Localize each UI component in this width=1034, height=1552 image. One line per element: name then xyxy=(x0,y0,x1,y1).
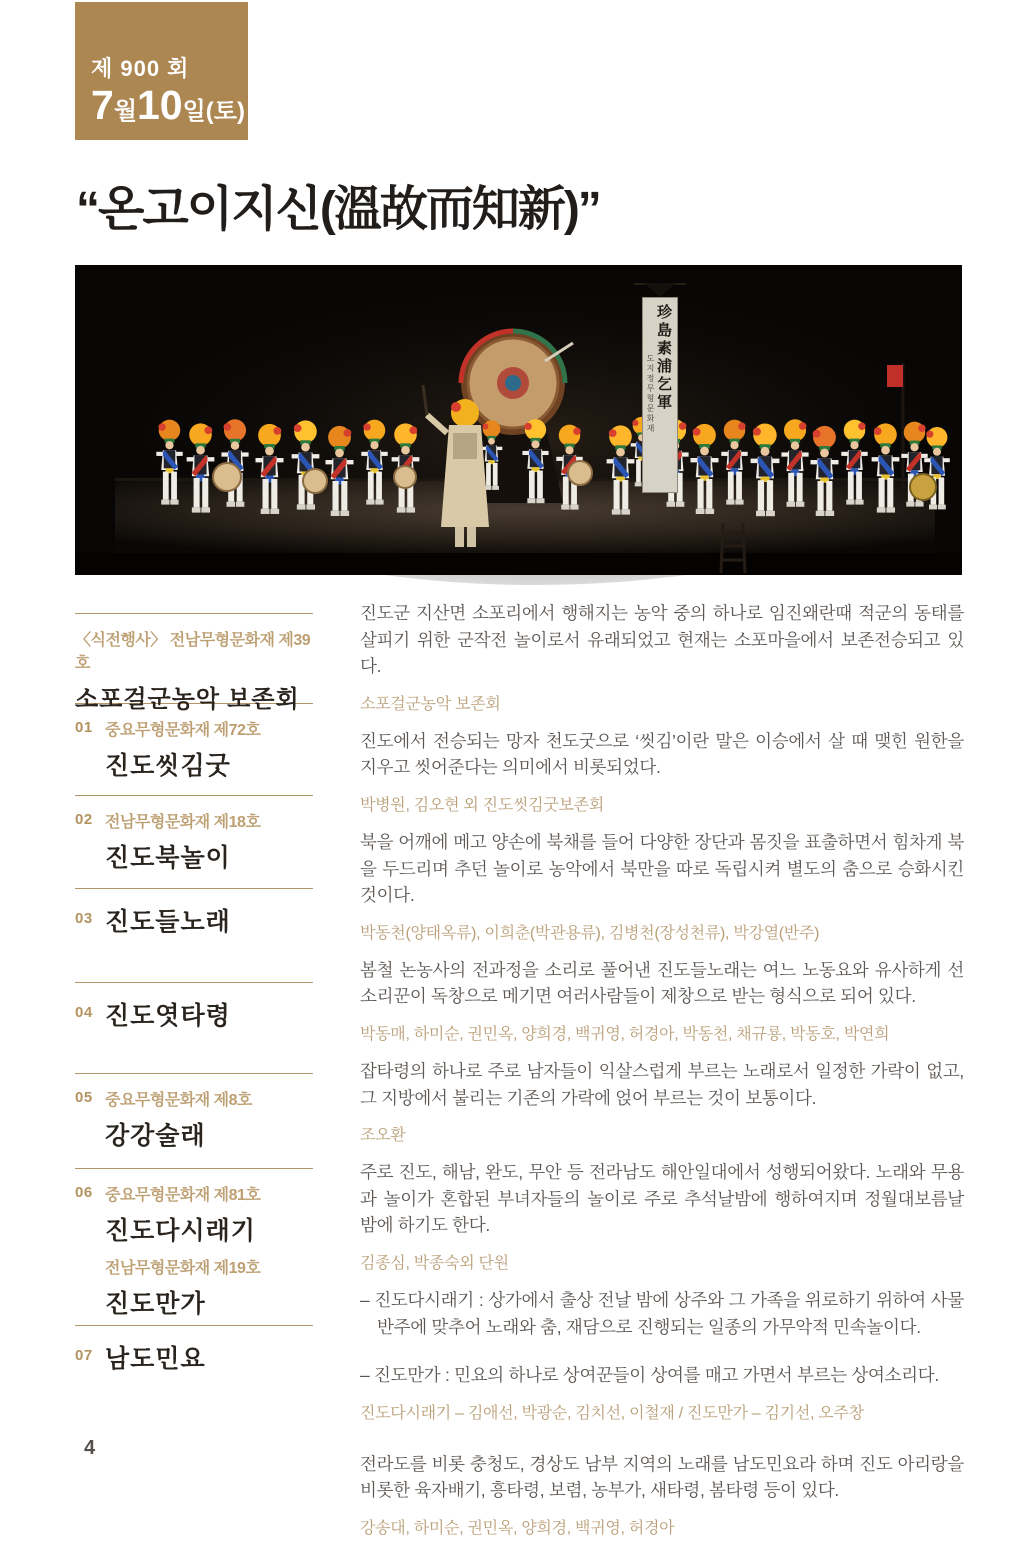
item-number: 04 xyxy=(75,1004,93,1021)
item-number: 02 xyxy=(75,811,93,828)
description-paragraph: 전라도를 비롯 충청도, 경상도 남부 지역의 노래를 남도민요라 하며 진도 아리랑을 비롯한 육자배기, 흥타령, 보렴, 농부가, 새타령, 봄타령 등이 있다. xyxy=(360,1453,964,1501)
description-paragraph: – 진도만가 : 민요의 하나로 상여꾼들이 상여를 매고 가면서 부르는 상여소리다. xyxy=(360,1365,939,1386)
date-day-num: 10 xyxy=(137,82,183,128)
list-item xyxy=(75,795,313,888)
program-title: 강강술래 xyxy=(105,1123,206,1150)
descriptions-column xyxy=(360,600,964,1552)
item-number: 05 xyxy=(75,1089,93,1106)
item-number: 07 xyxy=(75,1347,93,1364)
description-paragraph: 진도에서 전승되는 망자 천도굿으로 ‘씻김’이란 말은 이승에서 살 때 맺힌 원한을 지우고 씻어준다는 의미에서 비롯되었다. xyxy=(360,730,964,778)
heritage-label: 중요무형문화재 제81호 xyxy=(105,1187,261,1204)
date-month-unit: 월 xyxy=(113,98,137,125)
list-item xyxy=(75,1325,313,1400)
performers-credit: 소포걸군농악 보존회 xyxy=(360,695,501,713)
banner-illustration xyxy=(638,283,682,495)
list-item xyxy=(75,1073,313,1168)
item-number: 01 xyxy=(75,719,93,736)
program-title: 진도다시래기 xyxy=(105,1218,256,1245)
banner-calligraphy: 珍島素浦乞軍 xyxy=(655,304,671,412)
performers-credit: 조오환 xyxy=(360,1127,406,1145)
performers-credit: 박동천(양태옥류), 이희춘(박관용류), 김병천(장성천류), 박강열(반주) xyxy=(360,924,820,942)
performers-credit: 강송대, 하미순, 권민옥, 양희경, 백귀영, 허경아 xyxy=(360,1519,675,1537)
list-item xyxy=(75,613,313,713)
description-paragraph: 봄철 논농사의 전과정을 소리로 풀어낸 진도들노래는 여느 노동요와 유사하게 선소리꾼이 독창으로 메기면 여러사람들이 제창으로 받는 형식으로 되어 있다. xyxy=(360,959,964,1007)
program-title: 진도엿타령 xyxy=(105,1003,231,1030)
performers-credit: 박동매, 하미순, 권민옥, 양희경, 백귀영, 허경아, 박동천, 채규룡, 박동호, 박연희 xyxy=(360,1025,890,1043)
description-paragraph: 잡타령의 하나로 주로 남자들이 익살스럽게 부르는 노래로서 일정한 가락이 없고, 그 지방에서 불리는 기존의 가락에 얹어 부르는 것이 보통이다. xyxy=(360,1060,964,1108)
heritage-label: 〈식전행사〉 전남무형문화재 제39호 xyxy=(75,632,311,672)
stage-illustration xyxy=(75,265,962,575)
list-item xyxy=(75,888,313,982)
heritage-label: 중요무형문화재 제72호 xyxy=(105,722,261,739)
item-number: 03 xyxy=(75,910,93,927)
program-list xyxy=(75,613,313,1400)
banner-cloth xyxy=(642,297,678,493)
item-number: 06 xyxy=(75,1184,93,1201)
performers-credit: 김종심, 박종숙외 단원 xyxy=(360,1254,509,1272)
list-item xyxy=(75,1168,313,1325)
description-paragraph: – 진도다시래기 : 상가에서 출상 전날 밤에 상주와 그 가족을 위로하기 위하여 사물 반주에 맞추어 노래와 춤, 재담으로 진행되는 일종의 가무악적 민속놀이다. xyxy=(360,1289,964,1337)
heritage-label: 전남무형문화재 제19호 xyxy=(105,1260,261,1277)
performance-photo xyxy=(75,265,962,575)
program-title: 소포걸군농악 보존회 xyxy=(75,687,300,713)
program-title: 진도북놀이 xyxy=(105,845,231,872)
heritage-label: 중요무형문화재 제8호 xyxy=(105,1092,252,1109)
banner-top-triangle xyxy=(644,283,676,297)
list-item xyxy=(75,703,313,795)
description-paragraph: 진도군 지산면 소포리에서 행해지는 농악 중의 하나로 임진왜란때 적군의 동태를 살피기 위한 군작전 놀이로서 유래되었고 현재는 소포마을에서 보존전승되고 있다. xyxy=(360,603,964,677)
date-month-num: 7 xyxy=(91,82,114,128)
date-day-unit: 일(토) xyxy=(182,98,245,125)
program-title: 진도만가 xyxy=(105,1291,206,1318)
session-badge xyxy=(75,2,248,140)
page-number: 4 xyxy=(84,1437,96,1459)
list-item xyxy=(75,982,313,1073)
program-title: 남도민요 xyxy=(105,1346,206,1373)
performers-credit: 박병원, 김오현 외 진도씻김굿보존회 xyxy=(360,796,604,814)
session-number: 제 900 회 xyxy=(91,56,190,81)
program-title: 진도들노래 xyxy=(105,909,231,936)
description-paragraph: 주로 진도, 해남, 완도, 무안 등 전라남도 해안일대에서 성행되어왔다. 노래와 무용과 놀이가 혼합된 부녀자들의 놀이로 주로 추석날밤에 행하여지며 정월대보름날 밤에 하기도 한다. xyxy=(360,1162,964,1236)
session-date xyxy=(91,82,248,128)
description-paragraph: 북을 어깨에 메고 양손에 북채를 들어 다양한 장단과 몸짓을 표출하면서 힘차게 북을 두드리며 추던 놀이로 농악에서 북만을 따로 독립시켜 별도의 춤으로 승화시킨 것이다. xyxy=(360,831,964,906)
banner-side-text: 도지정무형문화재 xyxy=(646,354,655,434)
performers-credit: 진도다시래기 – 김애선, 박광순, 김치선, 이철재 / 진도만가 – 김기선, 오주창 xyxy=(360,1404,864,1422)
program-title: 진도씻김굿 xyxy=(105,753,231,780)
page-title: “온고이지신(溫故而知新)” xyxy=(76,183,600,236)
heritage-label: 전남무형문화재 제18호 xyxy=(105,814,261,831)
